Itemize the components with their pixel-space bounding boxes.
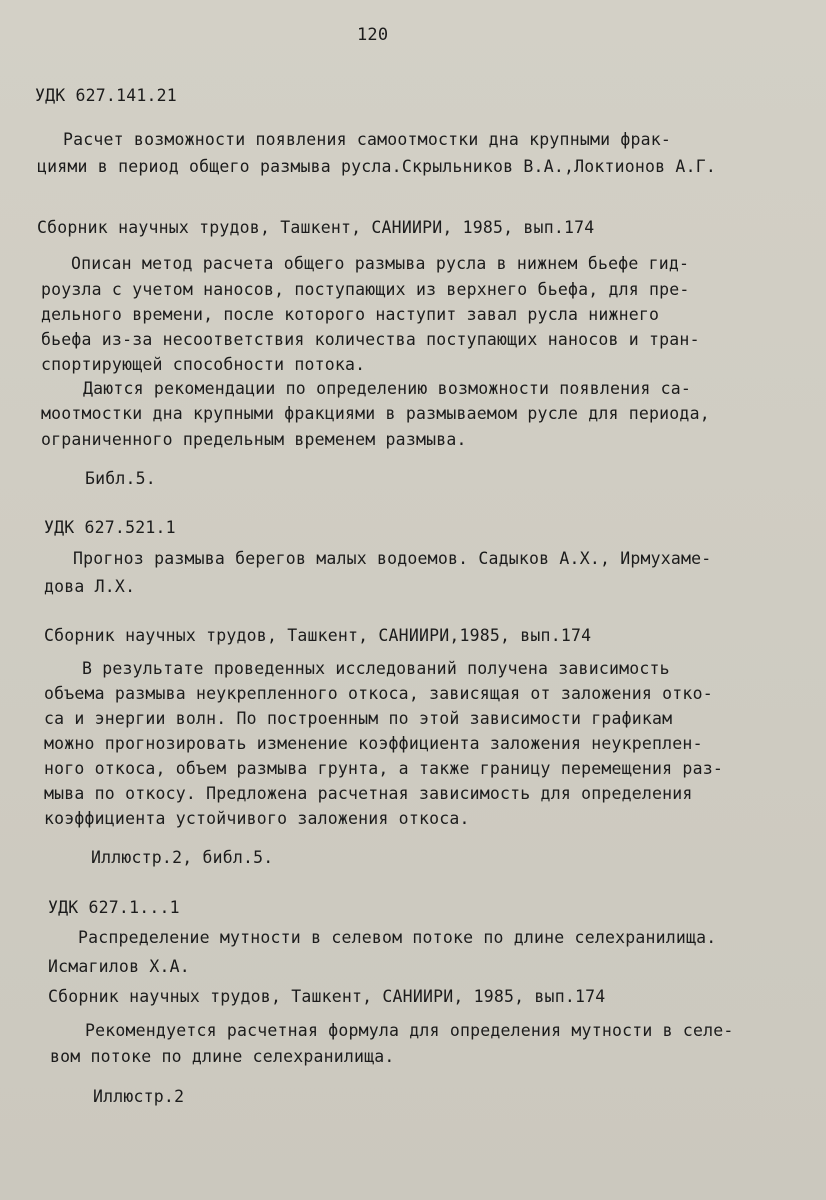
entry-2-title-line-2: дова Л.Х. [44, 577, 136, 596]
entry-2-abstract-line-1: В результате проведенных исследований получена зависимость [82, 659, 670, 678]
entry-1-notes: Библ.5. [85, 469, 156, 488]
entry-2-abstract-line-6: мыва по откосу. Предложена расчетная зависимость для определения [44, 784, 693, 803]
entry-1-title-line-2: циями в период общего размыва русла.Скрыльников В.А.,Локтионов А.Г. [37, 157, 716, 176]
entry-3-abstract-line-1: Рекомендуется расчетная формула для определения мутности в селе- [85, 1021, 734, 1040]
entry-1-title-line-1: Расчет возможности появления самоотмостки дна крупными фрак- [63, 130, 672, 149]
entry-2-notes: Иллюстр.2, библ.5. [91, 848, 274, 867]
entry-3-title-line-1: Распределение мутности в селевом потоке по длине селехранилища. [78, 928, 717, 947]
entry-1-abstract-line-6: Даются рекомендации по определению возможности появления са- [83, 379, 692, 398]
entry-1-abstract-line-8: ограниченного предельным временем размыва. [41, 430, 467, 449]
entry-2-abstract-line-4: можно прогнозировать изменение коэффициента заложения неукреплен- [44, 734, 703, 753]
entry-3-notes: Иллюстр.2 [93, 1087, 185, 1106]
entry-1-abstract-line-3: дельного времени, после которого наступит завал русла нижнего [41, 305, 660, 324]
entry-1-abstract-line-7: моотмостки дна крупными фракциями в размываемом русле для периода, [41, 404, 710, 423]
entry-3-title-line-2: Исмагилов Х.А. [48, 957, 190, 976]
entry-3-udc: УДК 627.1...1 [48, 898, 180, 917]
entry-2-abstract-line-2: объема размыва неукрепленного откоса, зависящая от заложения отко- [44, 684, 713, 703]
entry-3-source: Сборник научных трудов, Ташкент, САНИИРИ, 1985, вып.174 [48, 987, 606, 1006]
entry-1-abstract-line-1: Описан метод расчета общего размыва русла в нижнем бьефе гид- [71, 254, 690, 273]
entry-3-abstract-line-2: вом потоке по длине селехранилища. [50, 1047, 395, 1066]
entry-2-abstract-line-3: са и энергии волн. По построенным по этой зависимости графикам [44, 709, 673, 728]
entry-2-title-line-1: Прогноз размыва берегов малых водоемов. Садыков А.Х., Ирмухаме- [73, 549, 712, 568]
entry-2-source: Сборник научных трудов, Ташкент, САНИИРИ,1985, вып.174 [44, 626, 592, 645]
entry-1-source: Сборник научных трудов, Ташкент, САНИИРИ, 1985, вып.174 [37, 218, 595, 237]
entry-1-abstract-line-2: роузла с учетом наносов, поступающих из верхнего бьефа, для пре- [41, 280, 690, 299]
entry-2-udc: УДК 627.521.1 [44, 518, 176, 537]
entry-1-abstract-line-4: бьефа из-за несоответствия количества поступающих наносов и тран- [41, 330, 700, 349]
entry-1-udc: УДК 627.141.21 [35, 86, 177, 105]
page-number: 120 [357, 25, 389, 45]
entry-1-abstract-line-5: спортирующей способности потока. [41, 355, 366, 374]
entry-2-abstract-line-5: ного откоса, объем размыва грунта, а также границу перемещения раз- [44, 759, 723, 778]
entry-2-abstract-line-7: коэффициента устойчивого заложения откоса. [44, 809, 470, 828]
